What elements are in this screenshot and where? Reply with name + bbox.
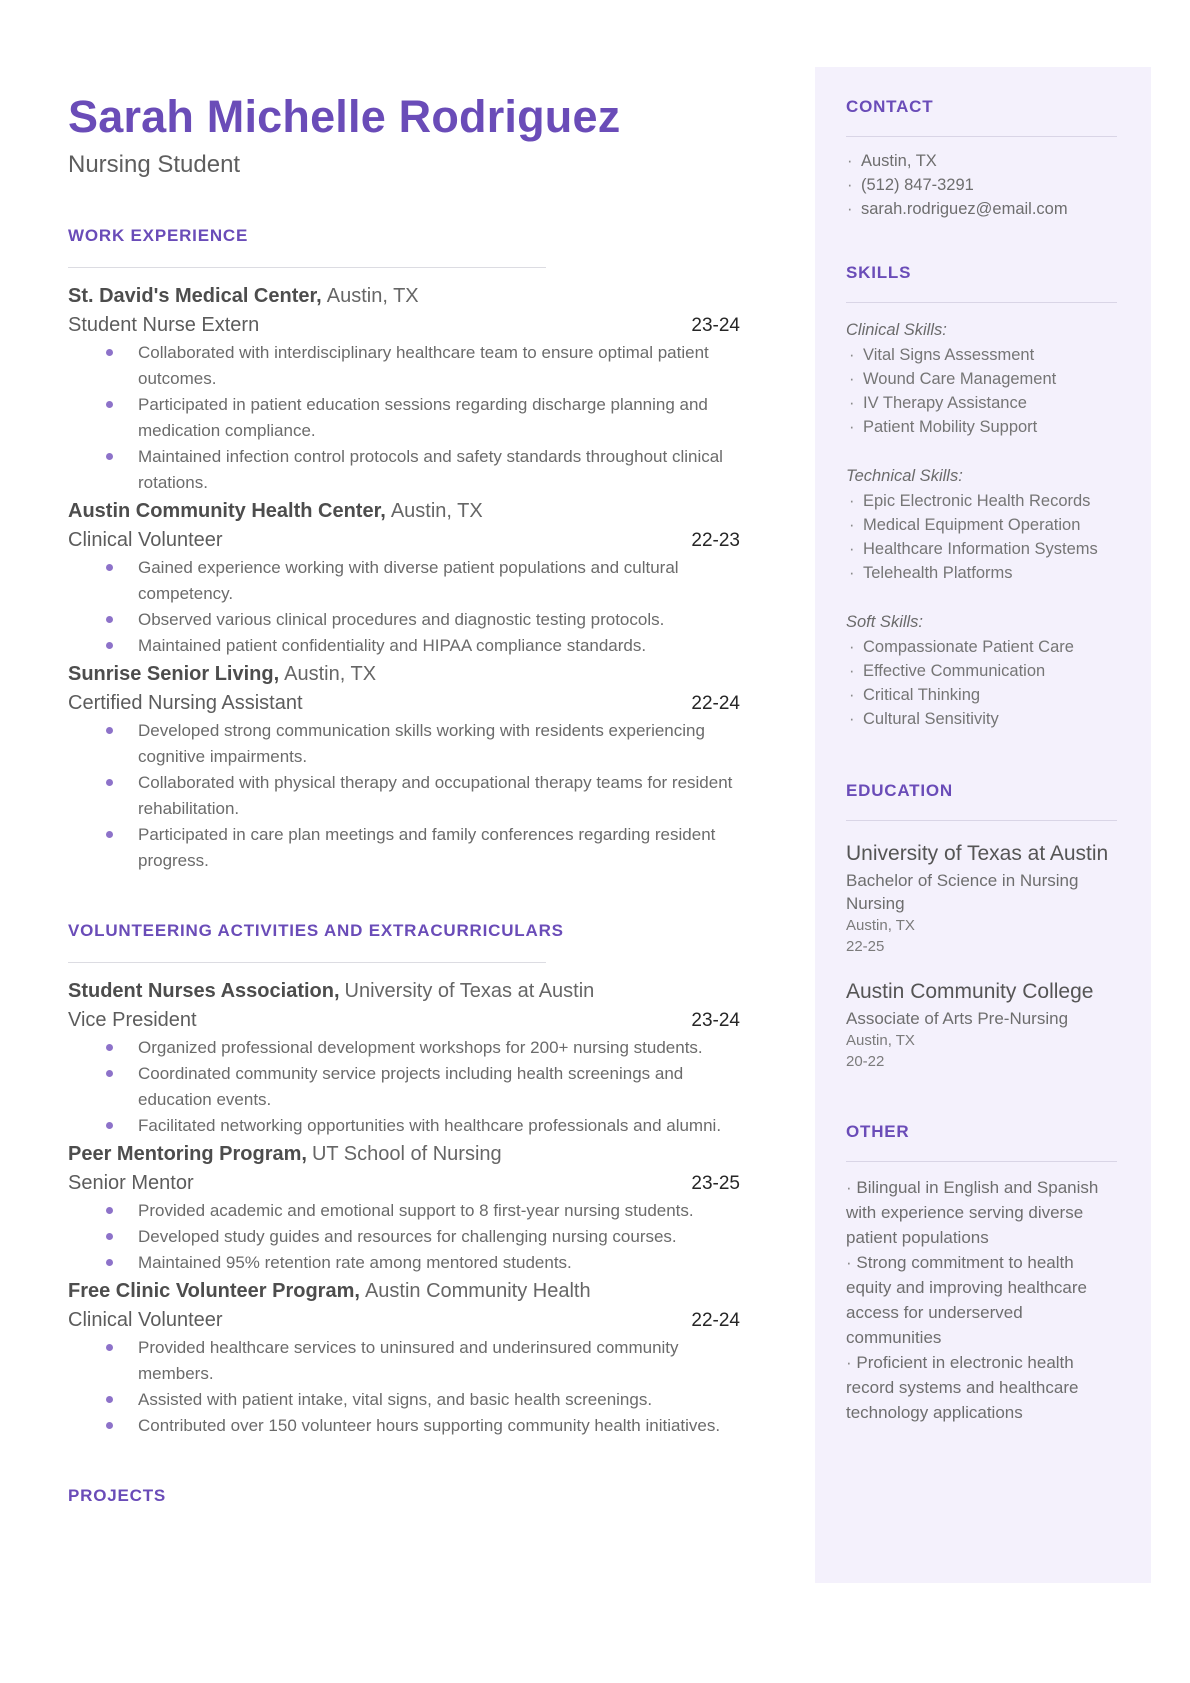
entry-dates: 23-25 — [691, 1173, 740, 1195]
other-item: · Proficient in electronic health record systems and healthcare technology applications — [846, 1350, 1117, 1425]
bullet-item: Participated in patient education sessions regarding discharge planning and medication compliance. — [68, 392, 740, 444]
sidebar-heading-skills: SKILLS — [846, 263, 912, 282]
education-institution: Austin Community College — [846, 980, 1094, 1003]
skill-group-label: Clinical Skills: — [846, 321, 947, 339]
bullet-item: Assisted with patient intake, vital signs, and basic health screenings. — [68, 1387, 740, 1413]
bullet-item: Gained experience working with diverse patient populations and cultural competency. — [68, 555, 740, 607]
experience-entry — [68, 659, 740, 874]
bullet-item: Developed strong communication skills working with residents experiencing cognitive impairments. — [68, 718, 740, 770]
experience-entry — [68, 281, 740, 496]
skill-item: · Effective Communication — [846, 659, 1117, 683]
education-dates: 20-22 — [846, 1053, 885, 1070]
bullet-item: Organized professional development workshops for 200+ nursing students. — [68, 1035, 740, 1061]
skill-item: · Medical Equipment Operation — [846, 513, 1117, 537]
entry-organization: Sunrise Senior Living, — [68, 663, 280, 686]
education-institution: University of Texas at Austin — [846, 842, 1109, 865]
bullet-item: Contributed over 150 volunteer hours supporting community health initiatives. — [68, 1413, 740, 1439]
skill-item: · Patient Mobility Support — [846, 415, 1117, 439]
skill-item: · Telehealth Platforms — [846, 561, 1117, 585]
entry-role: Certified Nursing Assistant — [68, 692, 303, 715]
entry-organization: Peer Mentoring Program, — [68, 1143, 307, 1166]
entry-dates: 22-23 — [691, 530, 740, 552]
entry-location: Austin, TX — [326, 285, 419, 308]
skill-group-clinical — [846, 318, 1117, 439]
skill-item: · Compassionate Patient Care — [846, 635, 1117, 659]
sidebar-divider — [846, 820, 1117, 821]
entry-bullets — [68, 555, 740, 659]
education-entry — [846, 979, 1117, 1072]
bullet-item: Collaborated with physical therapy and occupational therapy teams for resident rehabilitation. — [68, 770, 740, 822]
sidebar-heading-other: OTHER — [846, 1122, 910, 1141]
skill-group-soft — [846, 610, 1117, 731]
section-divider — [68, 267, 546, 268]
entry-bullets — [68, 718, 740, 874]
contact-list — [846, 149, 1117, 221]
person-name: Sarah Michelle Rodriguez — [68, 91, 621, 142]
sidebar-heading-education: EDUCATION — [846, 781, 953, 800]
entry-location: University of Texas at Austin — [344, 980, 595, 1003]
sidebar-heading-contact: CONTACT — [846, 97, 934, 116]
section-heading-work-experience: WORK EXPERIENCE — [68, 226, 249, 246]
section-heading-projects: PROJECTS — [68, 1486, 167, 1506]
skill-item: · Wound Care Management — [846, 367, 1117, 391]
bullet-item: Provided academic and emotional support to 8 first-year nursing students. — [68, 1198, 740, 1224]
contact-phone: · (512) 847-3291 — [846, 173, 1117, 197]
entry-location: Austin, TX — [390, 500, 483, 523]
entry-bullets — [68, 1035, 740, 1139]
person-title: Nursing Student — [68, 151, 241, 179]
skill-group-label: Soft Skills: — [846, 613, 924, 631]
skill-item: · Epic Electronic Health Records — [846, 489, 1117, 513]
entry-role: Senior Mentor — [68, 1172, 194, 1195]
entry-location: Austin Community Health — [364, 1280, 591, 1303]
skill-item: · Cultural Sensitivity — [846, 707, 1117, 731]
entry-dates: 22-24 — [691, 1310, 740, 1332]
entry-role: Clinical Volunteer — [68, 1309, 223, 1332]
other-item: · Strong commitment to health equity and improving healthcare access for underserved communities — [846, 1250, 1117, 1350]
bullet-item: Participated in care plan meetings and family conferences regarding resident progress. — [68, 822, 740, 874]
entry-organization: St. David's Medical Center, — [68, 285, 322, 308]
other-list — [846, 1175, 1117, 1425]
section-divider — [68, 962, 546, 963]
sidebar-divider — [846, 302, 1117, 303]
entry-dates: 22-24 — [691, 693, 740, 715]
entry-dates: 23-24 — [691, 1010, 740, 1032]
education-dates: 22-25 — [846, 938, 885, 955]
entry-location: Austin, TX — [284, 663, 377, 686]
other-item: · Bilingual in English and Spanish with experience serving diverse patient populations — [846, 1175, 1117, 1250]
entry-location: UT School of Nursing — [311, 1143, 502, 1166]
bullet-item: Facilitated networking opportunities with healthcare professionals and alumni. — [68, 1113, 740, 1139]
skill-item: · Critical Thinking — [846, 683, 1117, 707]
bullet-item: Collaborated with interdisciplinary healthcare team to ensure optimal patient outcomes. — [68, 340, 740, 392]
sidebar — [815, 67, 1151, 1583]
entry-organization: Free Clinic Volunteer Program, — [68, 1280, 360, 1303]
entry-bullets — [68, 1335, 740, 1439]
contact-location: · Austin, TX — [846, 149, 1117, 173]
skill-group-label: Technical Skills: — [846, 467, 963, 485]
education-entry — [846, 841, 1117, 957]
education-degree: Associate of Arts Pre-Nursing — [846, 1009, 1069, 1028]
sidebar-divider — [846, 1161, 1117, 1162]
education-degree: Bachelor of Science in Nursing Nursing — [846, 871, 1079, 913]
entry-role: Vice President — [68, 1009, 197, 1032]
entry-role: Clinical Volunteer — [68, 529, 223, 552]
bullet-item: Observed various clinical procedures and diagnostic testing protocols. — [68, 607, 740, 633]
contact-email: · sarah.rodriguez@email.com — [846, 197, 1117, 221]
skill-item: · IV Therapy Assistance — [846, 391, 1117, 415]
volunteering-entry — [68, 1276, 740, 1439]
main-column — [68, 0, 740, 1506]
skill-item: · Healthcare Information Systems — [846, 537, 1117, 561]
volunteering-entry — [68, 976, 740, 1139]
skill-group-technical — [846, 464, 1117, 585]
education-location: Austin, TX — [846, 917, 915, 934]
entry-role: Student Nurse Extern — [68, 314, 260, 337]
entry-bullets — [68, 1198, 740, 1276]
entry-organization: Student Nurses Association, — [68, 980, 340, 1003]
bullet-item: Provided healthcare services to uninsured and underinsured community members. — [68, 1335, 740, 1387]
volunteering-entry — [68, 1139, 740, 1276]
bullet-item: Maintained patient confidentiality and HIPAA compliance standards. — [68, 633, 740, 659]
entry-organization: Austin Community Health Center, — [68, 500, 386, 523]
education-location: Austin, TX — [846, 1032, 915, 1049]
section-heading-volunteering: VOLUNTEERING ACTIVITIES AND EXTRACURRICULARS — [68, 921, 564, 941]
entry-dates: 23-24 — [691, 315, 740, 337]
skill-item: · Vital Signs Assessment — [846, 343, 1117, 367]
bullet-item: Maintained infection control protocols and safety standards throughout clinical rotations. — [68, 444, 740, 496]
bullet-item: Maintained 95% retention rate among mentored students. — [68, 1250, 740, 1276]
entry-bullets — [68, 340, 740, 496]
education-field: Nursing — [846, 894, 905, 913]
bullet-item: Developed study guides and resources for challenging nursing courses. — [68, 1224, 740, 1250]
bullet-item: Coordinated community service projects including health screenings and education events. — [68, 1061, 740, 1113]
sidebar-divider — [846, 136, 1117, 137]
experience-entry — [68, 496, 740, 659]
